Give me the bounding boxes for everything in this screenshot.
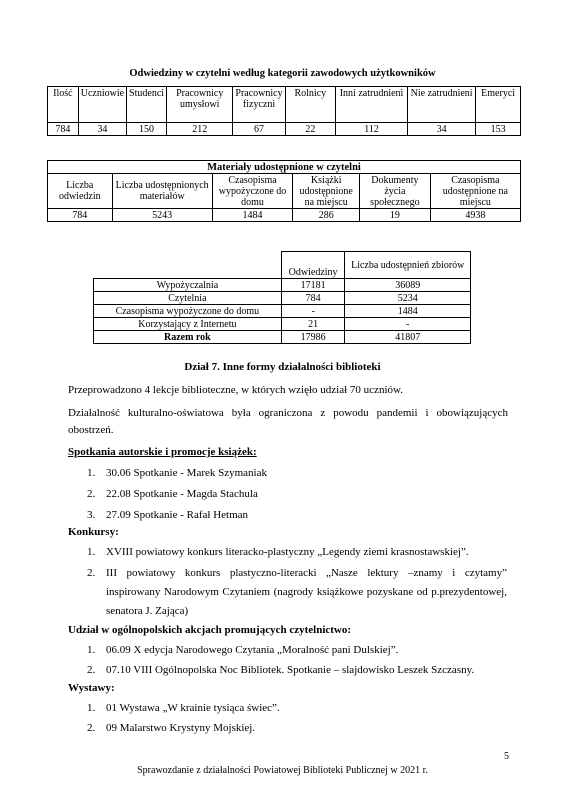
table-cell: -	[281, 305, 345, 318]
header-cell: Liczba udostępnień zbiorów	[345, 252, 471, 279]
table-cell: 5243	[112, 209, 212, 222]
header-cell: Inni zatrudnieni	[336, 87, 408, 123]
table-cell: 212	[167, 123, 233, 136]
contests-heading: Konkursy:	[68, 526, 119, 538]
list-item: 2. 07.10 VIII Ogólnopolska Noc Bibliotek. Spotkanie – slajdowisko Leszek Szczasny.	[87, 662, 507, 679]
meetings-heading: Spotkania autorskie i promocje książek:	[68, 446, 257, 458]
header-cell: Pracownicy fizyczni	[233, 87, 285, 123]
row-label: Wypożyczalnia	[94, 279, 282, 292]
list-item-text: 30.06 Spotkanie - Marek Szymaniak	[106, 467, 267, 479]
table-header-row	[48, 87, 521, 123]
list-item: 2. III powiatowy konkurs plastyczno-literacki „Nasze lektury –znamy i czytamy” inspirowany Narodowym Czytaniem (nagrody książkowe pozyskane od p.prezydentowej, senatora J. Zająca)	[87, 564, 507, 621]
section-title: Dział 7. Inne formy działalności biblioteki	[184, 361, 381, 373]
table-header-row	[48, 174, 521, 209]
table-cell: 67	[233, 123, 285, 136]
header-cell: Emeryci	[476, 87, 521, 123]
annual-summary-table	[93, 251, 471, 344]
row-label: Korzystający z Internetu	[94, 318, 282, 331]
header-cell: Rolnicy	[285, 87, 335, 123]
list-item-text: 09 Malarstwo Krystyny Mojskiej.	[106, 722, 256, 734]
table-cell: 1484	[212, 209, 293, 222]
table-cell: 784	[48, 209, 113, 222]
empty-header-cell	[94, 252, 282, 279]
list-item: 1. 30.06 Spotkanie - Marek Szymaniak	[87, 465, 507, 482]
table-cell: 112	[336, 123, 408, 136]
table-cell: 1484	[345, 305, 471, 318]
table-cell: 34	[408, 123, 476, 136]
row-label: Czasopisma wypożyczone do domu	[94, 305, 282, 318]
list-item-text: 27.09 Spotkanie - Rafał Hetman	[106, 509, 249, 521]
exhibitions-heading: Wystawy:	[68, 682, 115, 694]
list-item: 1. 06.09 X edycja Narodowego Czytania „Moralność pani Dulskiej”.	[87, 642, 507, 659]
list-item-text: 07.10 VIII Ogólnopolska Noc Bibliotek. Spotkanie – slajdowisko Leszek Szczasny.	[106, 664, 475, 676]
table-cell: 36089	[345, 279, 471, 292]
list-item: 2. 09 Malarstwo Krystyny Mojskiej.	[87, 720, 507, 737]
header-cell: Dokumenty życia społecznego	[360, 174, 431, 209]
table-cell: 19	[360, 209, 431, 222]
table-cell: 21	[281, 318, 345, 331]
table1-title: Odwiedziny w czytelni według kategorii zawodowych użytkowników	[129, 68, 436, 79]
table-cell: 286	[293, 209, 360, 222]
list-item-text: XVIII powiatowy konkurs literacko-plastyczny „Legendy ziemi krasnostawskiej”.	[106, 546, 469, 558]
header-cell: Pracownicy umysłowi	[167, 87, 233, 123]
paragraph: Działalność kulturalno-oświatowa była ograniczona z powodu pandemii i obowiązujących obostrzeń.	[68, 407, 508, 436]
row-label: Razem rok	[94, 331, 282, 344]
list-item-text: 22.08 Spotkanie - Magda Stachula	[106, 488, 258, 500]
table-cell: 4938	[430, 209, 520, 222]
list-item: 2. 22.08 Spotkanie - Magda Stachula	[87, 486, 507, 503]
visits-by-category-table	[47, 86, 521, 136]
header-cell: Liczba odwiedzin	[48, 174, 113, 209]
list-item-text: 06.09 X edycja Narodowego Czytania „Moralność pani Dulskiej”.	[106, 644, 399, 656]
header-cell: Odwiedziny	[281, 252, 345, 279]
table-total-row	[94, 331, 471, 344]
table-row	[48, 209, 521, 222]
table-cell: 41807	[345, 331, 471, 344]
list-item: 1. XVIII powiatowy konkurs literacko-plastyczny „Legendy ziemi krasnostawskiej”.	[87, 544, 507, 561]
actions-heading: Udział w ogólnopolskich akcjach promujących czytelnictwo:	[68, 624, 352, 636]
header-cell: Ilość	[48, 87, 79, 123]
table-cell: 17181	[281, 279, 345, 292]
list-item: 3. 27.09 Spotkanie - Rafał Hetman	[87, 507, 507, 524]
header-cell: Nie zatrudnieni	[408, 87, 476, 123]
header-cell: Czasopisma udostępnione na miejscu	[430, 174, 520, 209]
page-footer: Sprawozdanie z działalności Powiatowej Biblioteki Publicznej w 2021 r.	[137, 765, 428, 776]
header-cell: Uczniowie	[78, 87, 126, 123]
table-row	[94, 292, 471, 305]
table-cell: 784	[48, 123, 79, 136]
paragraph: Przeprowadzono 4 lekcje biblioteczne, w których wzięło udział 70 uczniów.	[68, 384, 403, 396]
table-row	[48, 123, 521, 136]
list-item: 1. 01 Wystawa „W krainie tysiąca świec”.	[87, 700, 507, 717]
table-row	[94, 318, 471, 331]
header-cell: Liczba udostępnionych materiałów	[112, 174, 212, 209]
table-row	[94, 279, 471, 292]
table2-title: Materiały udostępnione w czytelni	[48, 161, 521, 174]
table-cell: -	[345, 318, 471, 331]
table-cell: 153	[476, 123, 521, 136]
table-cell: 22	[285, 123, 335, 136]
table-row	[94, 305, 471, 318]
table-cell: 150	[127, 123, 167, 136]
header-cell: Studenci	[127, 87, 167, 123]
list-item-text: 01 Wystawa „W krainie tysiąca świec”.	[106, 702, 280, 714]
header-cell: Czasopisma wypożyczone do domu	[212, 174, 293, 209]
table-cell: 34	[78, 123, 126, 136]
table-cell: 5234	[345, 292, 471, 305]
materials-shared-table	[47, 160, 521, 222]
list-item-text: III powiatowy konkurs plastyczno-literacki „Nasze lektury –znamy i czytamy” inspirowany Narodowym Czytaniem (nagrody książkowe pozyskane od p.prezydentowej, senatora J. Zająca)	[106, 567, 507, 617]
page-number: 5	[504, 751, 509, 762]
table-cell: 17986	[281, 331, 345, 344]
table-cell: 784	[281, 292, 345, 305]
header-cell: Książki udostępnione na miejscu	[293, 174, 360, 209]
table-title-row	[48, 161, 521, 174]
table-header-row	[94, 252, 471, 279]
row-label: Czytelnia	[94, 292, 282, 305]
